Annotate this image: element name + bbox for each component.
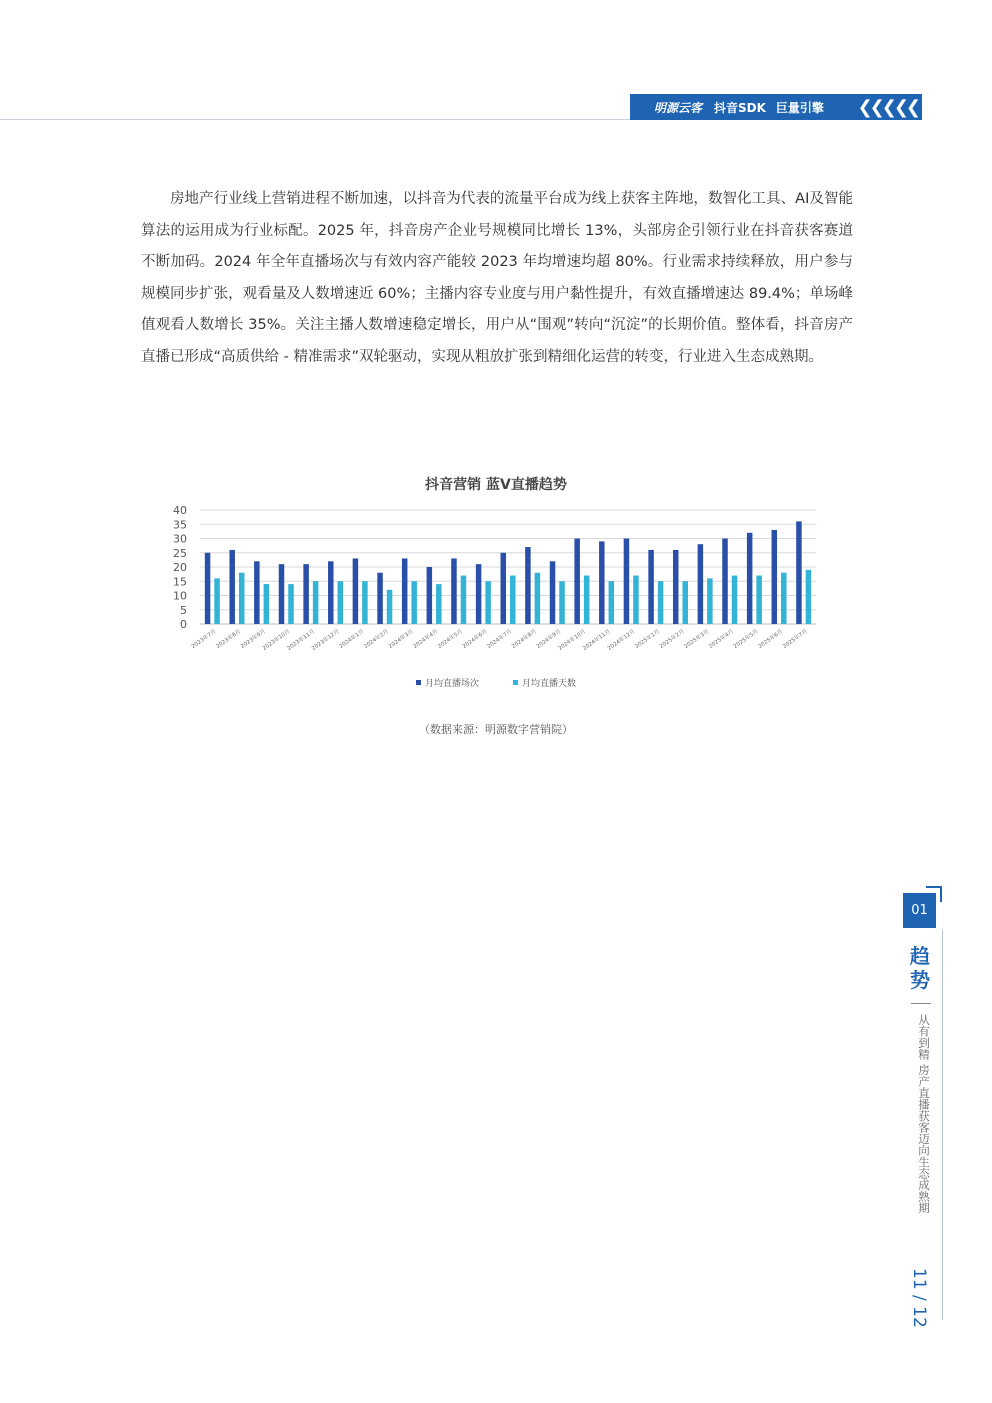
chapter-number: 01	[903, 893, 936, 928]
x-tick-label: 2024年5月	[437, 628, 464, 650]
bar-days	[806, 570, 812, 624]
bar-days	[362, 581, 368, 624]
bar-days	[535, 573, 541, 624]
bar-sessions	[303, 564, 309, 624]
y-tick-label: 25	[173, 546, 187, 560]
brand-mingyuan-logo: 明源云客	[654, 100, 703, 115]
bar-sessions	[747, 533, 753, 624]
x-tick-label: 2025年7月	[782, 628, 809, 650]
data-source-note: （数据来源：明源数字营销院）	[419, 723, 573, 736]
bar-days	[288, 584, 294, 624]
bar-sessions	[772, 530, 778, 624]
x-tick-label: 2024年11月	[582, 628, 612, 652]
body-paragraph: 房地产行业线上营销进程不断加速，以抖音为代表的流量平台成为线上获客主阵地，数智化工具、AI及智能算法的运用成为行业标配。2025 年，抖音房产企业号规模同比增长 13%，头部房企引领行业在抖音获客赛道不断加码。2024 年全年直播场次与有效内容产能较 2023 年均增速均超 80%。行业需求持续释放，用户参与规模同步扩张，观看量及人数增速近 60%；主播内容专业度与用户黏性提升，有效直播增速达 89.4%；单场峰值观看人数增长 35%。关注主播人数增速稳定增长，用户从“围观”转向“沉淀”的长期价值。整体看，抖音房产直播已形成“高质供给 - 精准需求”双轮驱动，实现从粗放扩张到精细化运营的转变，行业进入生态成熟期。	[141, 191, 853, 365]
bar-days	[658, 581, 664, 624]
y-tick-label: 0	[180, 618, 187, 631]
bar-days	[510, 576, 516, 624]
chapter-subtitle: 从有到精 房产直播获客迈向生态成熟期	[917, 1014, 931, 1214]
chapter-divider	[911, 1003, 931, 1004]
x-tick-label: 2024年9月	[535, 628, 563, 650]
y-tick-label: 30	[173, 532, 187, 546]
legend-item-days	[513, 676, 576, 689]
x-tick-label: 2024年8月	[510, 628, 538, 650]
x-tick-label: 2025年6月	[757, 628, 785, 650]
bar-sessions	[501, 553, 507, 624]
bar-sessions	[796, 521, 802, 624]
bar-days	[732, 576, 738, 624]
x-tick-label: 2025年1月	[634, 628, 661, 650]
bar-days	[338, 581, 344, 624]
x-tick-label: 2024年1月	[338, 628, 366, 650]
y-tick-label: 10	[173, 589, 187, 603]
y-tick-label: 15	[173, 575, 187, 589]
bar-sessions	[353, 558, 359, 624]
bar-days	[707, 578, 713, 624]
bar-days	[633, 576, 639, 624]
chevron-left-icon: ❮❮❮❮❮	[857, 97, 918, 118]
x-tick-label: 2023年9月	[239, 628, 267, 650]
brand-douyin-sdk-logo: 抖音SDK	[714, 100, 766, 115]
bar-days	[485, 581, 491, 624]
bar-sessions	[574, 539, 580, 625]
x-tick-label: 2023年8月	[215, 628, 243, 650]
x-tick-label: 2025年3月	[683, 628, 711, 650]
page-number: 11 / 12	[909, 1268, 929, 1328]
header-banner	[630, 94, 922, 120]
bar-days	[436, 584, 442, 624]
bar-sessions	[624, 539, 630, 625]
x-tick-label: 2024年12月	[606, 628, 637, 652]
x-tick-label: 2023年7月	[190, 628, 218, 650]
bar-sessions	[279, 564, 285, 624]
x-tick-label: 2024年3月	[387, 628, 415, 650]
bar-sessions	[205, 553, 211, 624]
legend-item-sessions	[416, 676, 479, 689]
x-tick-label: 2023年10月	[261, 628, 292, 652]
bar-sessions	[550, 561, 556, 624]
legend-swatch-sessions	[416, 680, 421, 685]
x-tick-label: 2024年6月	[461, 628, 489, 650]
bar-sessions	[254, 561, 260, 624]
bar-days	[756, 576, 762, 624]
bar-sessions	[525, 547, 531, 624]
y-tick-label: 20	[173, 561, 187, 574]
bar-sessions	[599, 541, 605, 624]
chapter-title: 趋势	[910, 944, 930, 992]
bar-sessions	[698, 544, 704, 624]
chart-legend	[0, 676, 992, 689]
bar-days	[559, 581, 565, 624]
bar-chart	[160, 500, 820, 670]
bar-sessions	[427, 567, 433, 624]
bar-days	[214, 578, 220, 624]
x-tick-label: 2023年11月	[286, 628, 317, 652]
chart-title: 抖音营销 蓝V直播趋势	[425, 477, 567, 493]
bar-sessions	[476, 564, 482, 624]
x-tick-label: 2024年2月	[363, 628, 390, 650]
x-tick-label: 2025年5月	[732, 628, 760, 650]
bar-days	[584, 576, 590, 624]
y-tick-label: 5	[180, 603, 187, 617]
bar-days	[239, 573, 245, 624]
bar-days	[781, 573, 787, 624]
bar-sessions	[673, 550, 679, 624]
bar-sessions	[722, 539, 728, 625]
y-tick-label: 35	[173, 518, 187, 532]
bar-sessions	[451, 558, 457, 624]
legend-label-sessions: 月均直播场次	[424, 679, 479, 689]
bar-days	[387, 590, 393, 624]
x-tick-label: 2024年7月	[486, 628, 514, 650]
legend-label-days: 月均直播天数	[522, 679, 577, 689]
bar-days	[682, 581, 688, 624]
brand-juliang-logo: 巨量引擎	[775, 100, 824, 115]
bar-sessions	[402, 558, 408, 624]
x-tick-label: 2025年2月	[658, 628, 686, 650]
bar-sessions	[328, 561, 334, 624]
side-rule	[942, 930, 943, 1320]
legend-swatch-days	[513, 680, 518, 685]
bar-sessions	[377, 573, 383, 624]
x-tick-label: 2023年12月	[311, 628, 341, 652]
bar-sessions	[229, 550, 235, 624]
bar-days	[609, 581, 615, 624]
bar-days	[411, 581, 417, 624]
bar-days	[264, 584, 270, 624]
x-tick-label: 2025年4月	[708, 628, 735, 650]
x-tick-label: 2024年4月	[412, 628, 440, 650]
bar-days	[313, 581, 319, 624]
bar-sessions	[648, 550, 654, 624]
y-tick-label: 40	[173, 504, 187, 517]
header-rule	[0, 119, 630, 120]
bar-days	[461, 576, 467, 624]
x-tick-label: 2024年10月	[557, 628, 588, 652]
